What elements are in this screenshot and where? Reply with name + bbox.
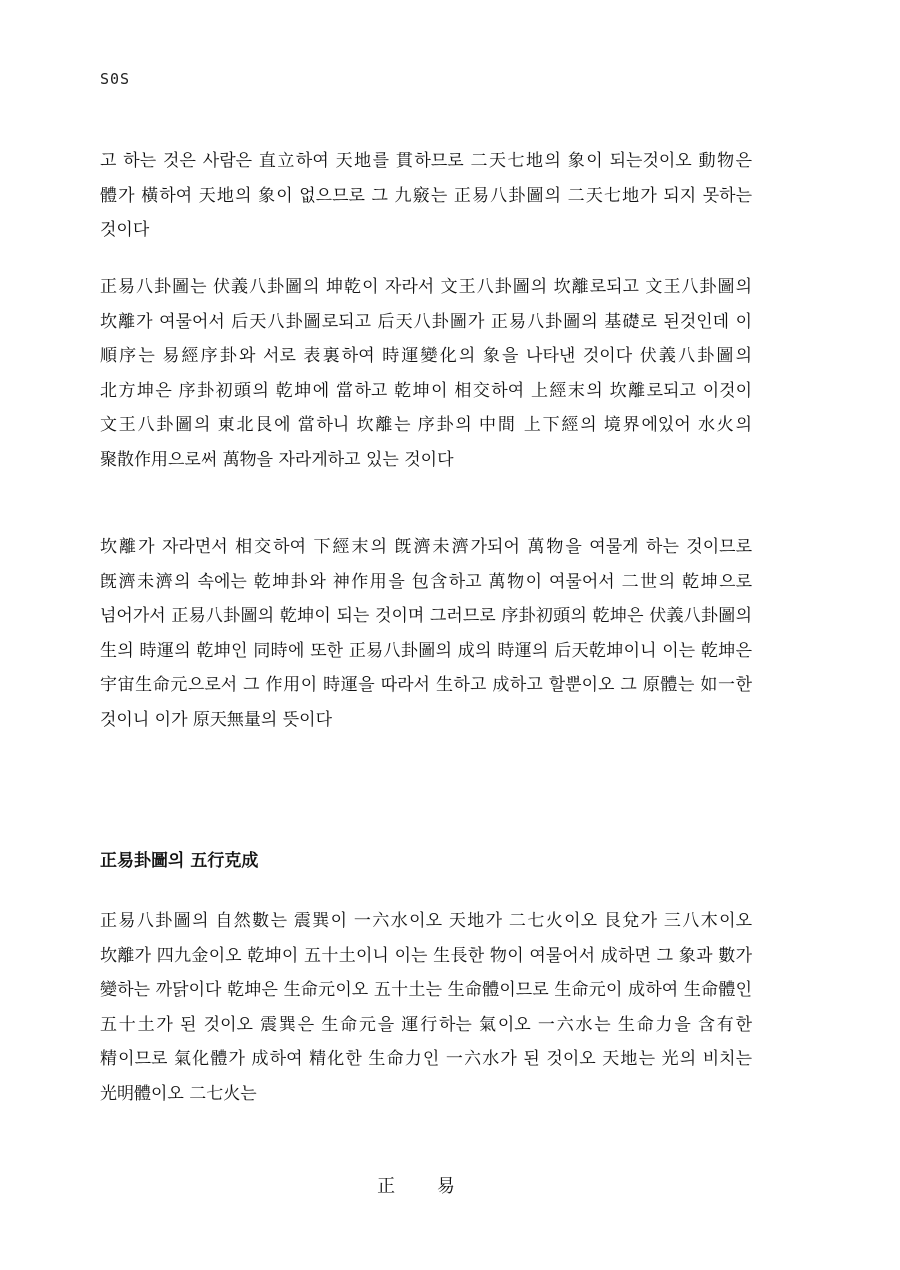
section-heading: 正易卦圖의 五行克成 [100, 851, 259, 871]
footer-title: 正 易 [377, 1176, 473, 1197]
page-number: S0S [100, 70, 131, 88]
section-paragraph: 正易八卦圖의 自然數는 震巽이 一六水이오 天地가 二七火이오 艮兌가 三八木이오 坎離가 四九金이오 乾坤이 五十土이니 이는 生長한 物이 여물어서 成하면 그 象과 數가 變하는 까닭이다 乾坤은 生命元이오 五十土는 生命體이므로 生命元이 成하여 生命體인 五十土가 된 것이오 震巽은 生命元을 運行하는 氣이오 一六水는 生命力을 含有한 精이므로 氣化體가 成하여 精化한 生命力인 一六水가 된 것이오 天地는 光의 비치는 光明體이오 二七火는 [100, 911, 752, 1104]
body-paragraph-3: 坎離가 자라면서 相交하여 下經末의 旣濟未濟가되어 萬物을 여물게 하는 것이므로 旣濟未濟의 속에는 乾坤卦와 神作用을 包含하고 萬物이 여물어서 二世의 乾坤으로 넘어가서 正易八卦圖의 乾坤이 되는 것이며 그러므로 序卦初頭의 乾坤은 伏義八卦圖의 生의 時運의 乾坤인 同時에 또한 正易八卦圖의 成의 時運의 后天乾坤이니 이는 乾坤은 宇宙生命元으로서 그 作用이 時運을 따라서 生하고 成하고 할뿐이오 그 原體는 如一한 것이니 이가 原天無量의 뜻이다 [100, 537, 752, 730]
body-paragraph-1: 고 하는 것은 사람은 直立하여 天地를 貫하므로 二天七地의 象이 되는것이오 動物은 體가 橫하여 天地의 象이 없으므로 그 九竅는 正易八卦圖의 二天七地가 되지 못하는 것이다 [100, 151, 752, 240]
body-paragraph-2: 正易八卦圖는 伏義八卦圖의 坤乾이 자라서 文王八卦圖의 坎離로되고 文王八卦圖의 坎離가 여물어서 后天八卦圖로되고 后天八卦圖가 正易八卦圖의 基礎로 된것인데 이 順序는 易經序卦와 서로 表裏하여 時運變化의 象을 나타낸 것이다 伏義八卦圖의 北方坤은 序卦初頭의 乾坤에 當하고 乾坤이 相交하여 上經末의 坎離로되고 이것이 文王八卦圖의 東北艮에 當하니 坎離는 序卦의 中間 上下經의 境界에있어 水火의 聚散作用으로써 萬物을 자라게하고 있는 것이다 [100, 277, 752, 470]
